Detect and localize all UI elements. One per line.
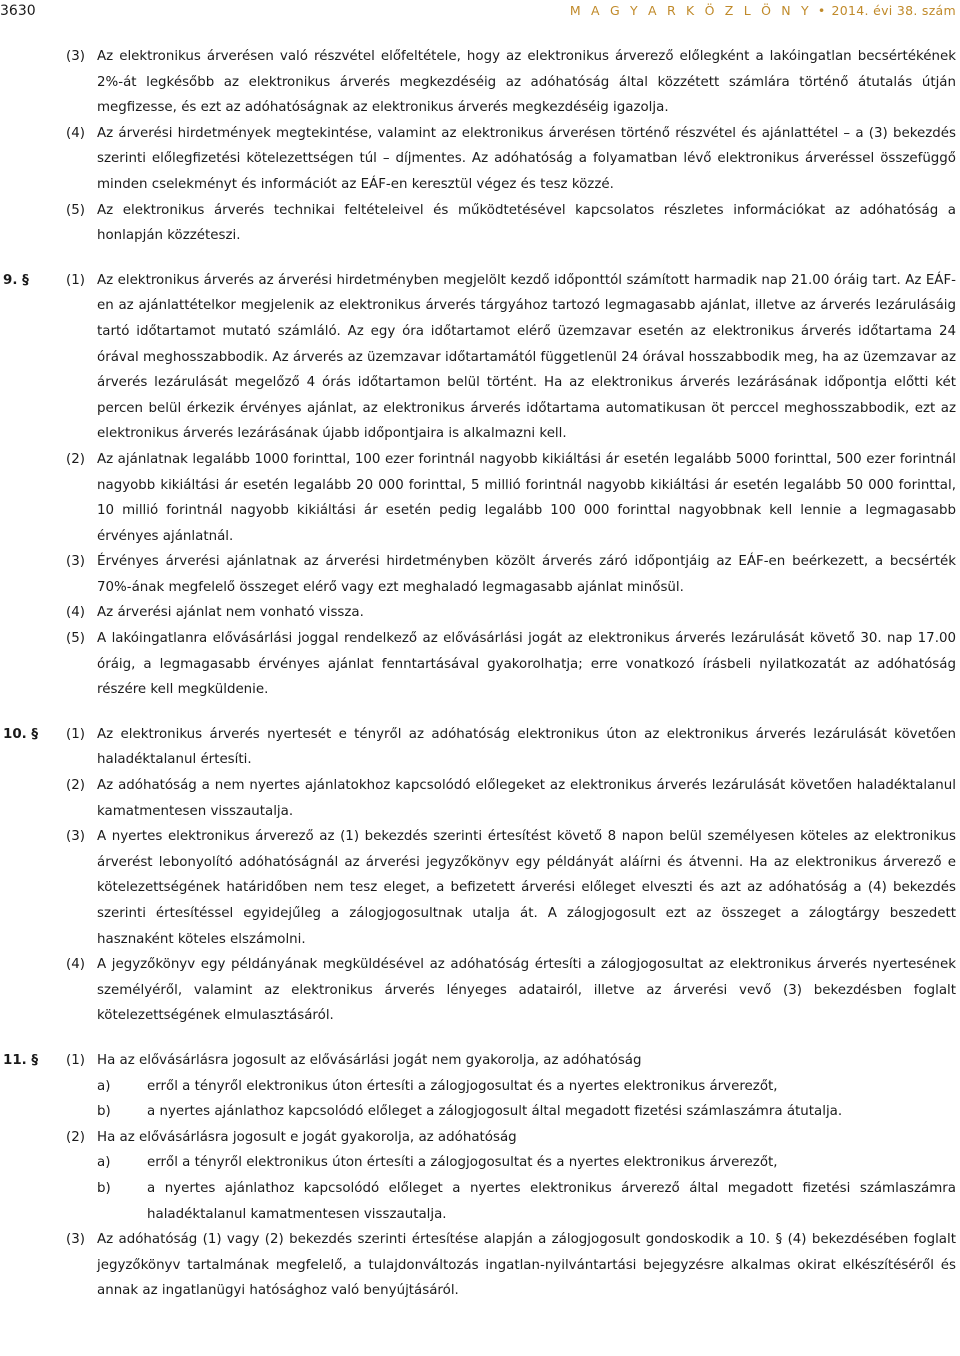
list-item-text: erről a tényről elektronikus úton értesíti a zálogjogosultat és a nyertes elektronikus árverezőt,: [147, 1078, 778, 1094]
paragraph-number: (2): [66, 451, 85, 467]
section-number: [0, 198, 66, 249]
section-gap: [0, 703, 960, 722]
issue-label: 2014. évi 38. szám: [831, 3, 956, 18]
paragraph-text: Ha az elővásárlásra jogosult e jogát gyakorolja, az adóhatóság: [97, 1129, 517, 1145]
section-number: [0, 549, 66, 600]
paragraph: [0, 824, 960, 952]
paragraph-number: (3): [66, 1232, 85, 1248]
list-item-text: a nyertes ajánlathoz kapcsolódó előleget a zálogjogosult által megadott fizetési számlaszámra átutalja.: [147, 1104, 843, 1120]
paragraph: [0, 198, 960, 249]
page-number: 3630: [0, 3, 36, 19]
journal-title: M A G Y A R K Ö Z L Ö N Y: [569, 3, 812, 18]
section-number: [0, 773, 66, 824]
list-item-label: b): [97, 1180, 111, 1196]
paragraph: [0, 952, 960, 1029]
section-gap: [0, 249, 960, 268]
document-body: [0, 44, 960, 1304]
paragraph-number: (4): [66, 957, 85, 973]
section-number: [0, 1125, 66, 1151]
section-gap: [0, 1029, 960, 1048]
section-number: [0, 121, 66, 198]
paragraph-text: Érvényes árverési ajánlatnak az árverési hirdetményben közölt árverés záró időpontjáig az EÁF-en beérkezett, a becsérték 70%-ának megfelelő összeget elérő vagy ezt meghaladó legmagasabb ajánlat minősül.: [97, 554, 956, 595]
paragraph-text: A nyertes elektronikus árverező az (1) bekezdés szerinti értesítést követő 8 napon belül személyesen köteles az elektronikus árverést lebonyolító adóhatóságnál az árverési jegyzőkönyv egy példányát aláírni és átvenni. Ha az elektronikus árverező e kötelezettségének határidőben nem tesz eleget, a befizetett árverési előleget elveszti és azt az adóhatóság a (4) bekezdés szerinti értesítéssel egyidejűleg a zálogjogosultnak utalja át. A zálogjogosult ezt az összeget a zálogtárgy beszedett hasznaként köteles elszámolni.: [97, 829, 956, 947]
section-number: [0, 626, 66, 703]
section-number: [0, 1227, 66, 1304]
paragraph-number: (3): [66, 49, 85, 64]
paragraph-number: (3): [66, 554, 85, 570]
paragraph: [0, 268, 960, 447]
paragraph-text: Az elektronikus árverés nyertesét e tényről az adóhatóság elektronikus úton az elektronikus árverés lezárulását követően haladéktalanul értesíti.: [97, 726, 956, 768]
paragraph-text: Az elektronikus árverés technikai feltételeivel és működtetésével kapcsolatos részletes információkat az adóhatóság a honlapján közzéteszi.: [97, 202, 956, 244]
section-number: [0, 447, 66, 549]
paragraph-number: (4): [66, 125, 85, 141]
paragraph: [0, 600, 960, 626]
paragraph: [0, 549, 960, 600]
paragraph: [0, 1125, 960, 1151]
header-separator: •: [817, 3, 826, 18]
paragraph: [0, 44, 960, 121]
paragraph-number: (3): [66, 829, 85, 845]
paragraph-text: Az adóhatóság a nem nyertes ajánlatokhoz kapcsolódó előlegeket az elektronikus árverés lezárulását követően haladéktalanul kamatmentesen visszautalja.: [97, 778, 956, 819]
paragraph: [0, 773, 960, 824]
paragraph-text: Az elektronikus árverés az árverési hirdetményben megjelölt kezdő időponttól számított harmadik nap 21.00 óráig tart. Az EÁF-en az ajánlattételkor megjelenik az elektronikus árverés tárgyához tartozó legmagasabb ajánlat, illetve az árverés lezárulásáig tartó időtartamot mutató számláló. Az egy óra időtartamot elérő üzemzavar esetén az elektronikus árverés időtartama 24 órával meghosszabbodik. Az árverés az üzemzavar időtartamától függetlenül 24 órával hosszabbodik meg, ha az üzemzavar az árverés lezárulását megelőző 4 órás időtartamon belül történt. Ha az elektronikus árverés lezárásának időpontja előtti két percen belül érkezik érvényes ajánlat, az elektronikus árverés időtartama automatikusan öt perccel meghosszabbodik, ezt az elektronikus árverés lezárásának újabb időpontjaira is alkalmazni kell.: [97, 272, 956, 442]
section-number: [0, 600, 66, 626]
list-item: [97, 1099, 960, 1125]
section-number: [0, 952, 66, 1029]
paragraph-number: (5): [66, 202, 85, 218]
paragraph-text: Ha az elővásárlásra jogosult az elővásárlási jogát nem gyakorolja, az adóhatóság: [97, 1052, 642, 1068]
list-item: [97, 1074, 960, 1100]
paragraph-text: Az árverési ajánlat nem vonható vissza.: [97, 605, 364, 621]
list-item-text: erről a tényről elektronikus úton értesíti a zálogjogosultat és a nyertes elektronikus árverezőt,: [147, 1155, 778, 1171]
list-item-text: a nyertes ajánlathoz kapcsolódó előleget a nyertes elektronikus árverező által megadott fizetési számlaszámra haladéktalanul kamatmentesen visszautalja.: [147, 1180, 956, 1222]
list-item-label: b): [97, 1104, 111, 1120]
paragraph-text: Az ajánlatnak legalább 1000 forinttal, 100 ezer forintnál nagyobb kikiáltási ár esetén legalább 5000 forinttal, 500 ezer forintnál nagyobb kikiáltási ár esetén legalább 20 000 forinttal, 5 millió forintnál nagyobb kikiáltási ár esetén legalább 50 000 forinttal, 10 millió forintnál nagyobb kikiáltási ár esetén pedig legalább 100 000 forinttal nagyobbnak kell lennie a legmagasabb érvényes ajánlatnál.: [97, 451, 956, 544]
section-number: [0, 44, 66, 121]
journal-header: [570, 3, 956, 18]
paragraph-text: A lakóingatlanra elővásárlási joggal rendelkező az elővásárlási jogát az elektronikus árverés lezárulását követő 30. nap 17.00 óráig, a legmagasabb érvényes ajánlat fenntartásával gyakorolhatja; erre vonatkozó írásbeli nyilatkozatát az adóhatóság részére kell megküldenie.: [97, 631, 956, 698]
page-header: [0, 3, 956, 23]
paragraph: [0, 626, 960, 703]
paragraph-number: (1): [66, 726, 85, 742]
paragraph-text: A jegyzőkönyv egy példányának megküldésével az adóhatóság értesíti a zálogjogosultat az elektronikus árverés nyertesének személyéről, valamint az elektronikus árverés lényeges adatairól, illetve az árverési vevő (3) bekezdésben foglalt kötelezettségének elmulasztásáról.: [97, 957, 956, 1024]
paragraph: [0, 121, 960, 198]
section-number: 11. §: [3, 1052, 39, 1068]
list-item-label: a): [97, 1155, 111, 1171]
paragraph: [0, 447, 960, 549]
paragraph-text: Az elektronikus árverésen való részvétel előfeltétele, hogy az elektronikus árverező előlegként a lakóingatlan becsértékének 2%-át legkésőbb az elektronikus árverés megkezdéséig az adóhatóság által közzétett számlára történő átutalás útján megfizesse, és ezt az adóhatóságnak az elektronikus árverés megkezdéséig igazolja.: [97, 49, 956, 116]
paragraph-number: (4): [66, 605, 85, 621]
section-number: 10. §: [3, 726, 39, 742]
paragraph-text: Az adóhatóság (1) vagy (2) bekezdés szerinti értesítése alapján a zálogjogosult gondoskodik a 10. § (4) bekezdésében foglalt jegyzőkönyv tartalmának megfelelő, a tulajdonváltozás ingatlan-nyilvántartási bejegyzésre alkalmas okirat elkészítéséről és annak az ingatlanügyi hatósághoz való benyújtásáról.: [97, 1232, 956, 1299]
paragraph-text: Az árverési hirdetmények megtekintése, valamint az elektronikus árverésen történő részvétel és ajánlattétel – a (3) bekezdés szerinti előlegfizetési kötelezettségen túl – díjmentes. Az adóhatóság a folyamatban lévő elektronikus árveréssel összefüggő minden cselekményt és információt az EÁF-en keresztül végez és tesz közzé.: [97, 125, 956, 192]
paragraph: [0, 1048, 960, 1074]
list-item: [97, 1176, 960, 1227]
section-number: [0, 824, 66, 952]
paragraph: [0, 1227, 960, 1304]
paragraph-number: (5): [66, 631, 85, 647]
list-item-label: a): [97, 1078, 111, 1094]
section-number: 9. §: [3, 272, 29, 288]
paragraph-number: (1): [66, 272, 85, 288]
paragraph-number: (2): [66, 1129, 85, 1145]
paragraph-number: (2): [66, 778, 85, 794]
list-item: [97, 1150, 960, 1176]
paragraph: [0, 722, 960, 773]
paragraph-number: (1): [66, 1052, 85, 1068]
